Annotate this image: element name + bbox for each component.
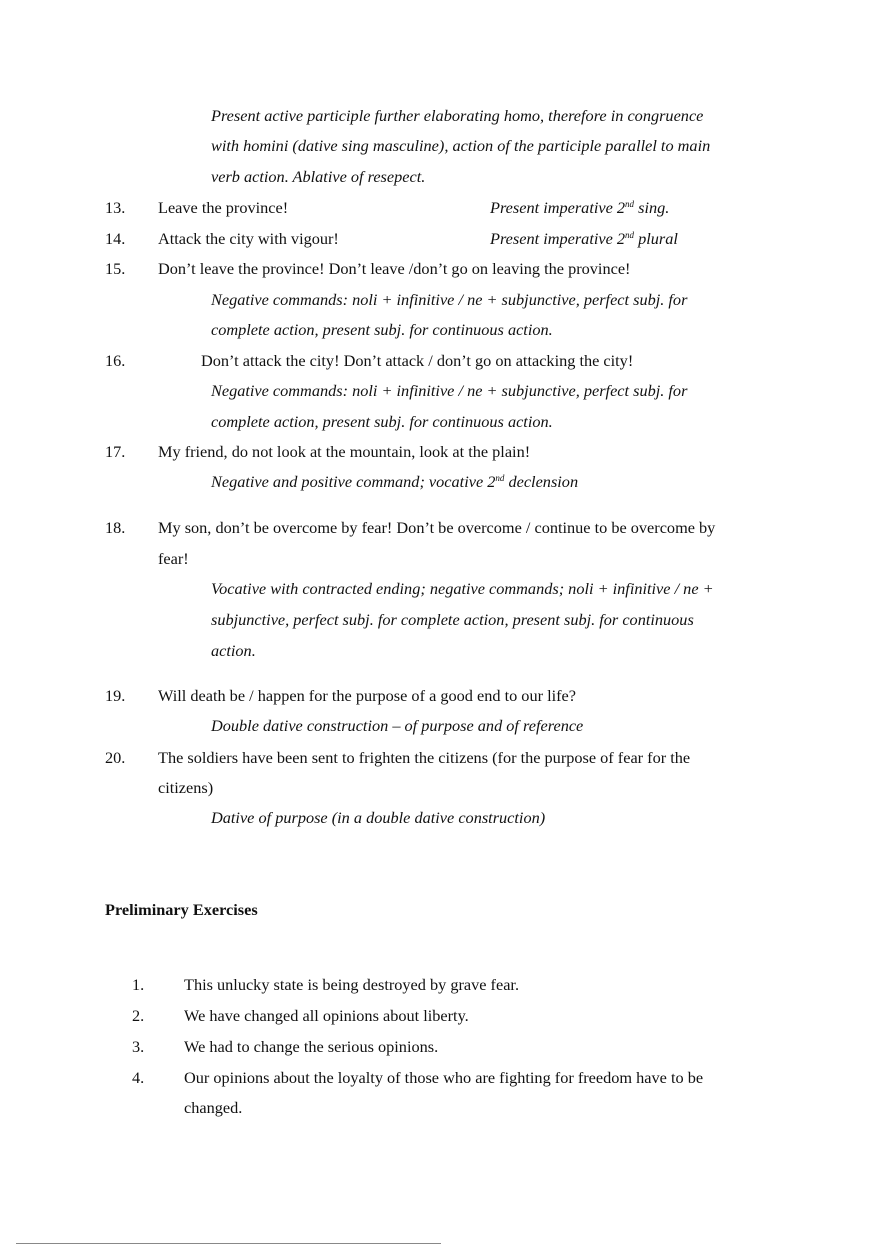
exercise-text: changed. (184, 1098, 243, 1117)
item-number: 17. (105, 442, 126, 461)
item-number: 14. (105, 229, 126, 248)
item-number: 16. (105, 351, 126, 370)
item-text: Don’t attack the city! Don’t attack / don’t go on attacking the city! (201, 351, 634, 370)
note-line: Present active participle further elaborating homo, therefore in congruence (211, 106, 704, 125)
item-note: complete action, present subj. for continuous action. (211, 320, 553, 339)
note-text: Present imperative 2 (490, 229, 626, 248)
item-number: 15. (105, 259, 126, 278)
item-text: Leave the province! (158, 198, 289, 217)
note-text: Present imperative 2 (490, 198, 626, 217)
item-text: citizens) (158, 778, 214, 797)
note-text: declension (504, 472, 579, 491)
item-text: Attack the city with vigour! (158, 229, 339, 248)
item-note (490, 198, 669, 218)
item-note (211, 472, 578, 492)
item-text: fear! (158, 549, 189, 568)
item-note (490, 229, 678, 249)
note-sup: nd (625, 230, 635, 240)
item-note: Dative of purpose (in a double dative construction) (211, 808, 546, 827)
note-text: Negative and positive command; vocative 2 (211, 472, 496, 491)
note-sup: nd (495, 473, 505, 483)
item-text: My friend, do not look at the mountain, look at the plain! (158, 442, 531, 461)
exercise-number: 1. (132, 975, 145, 994)
item-number: 19. (105, 686, 126, 705)
item-note: complete action, present subj. for continuous action. (211, 412, 553, 431)
exercise-number: 2. (132, 1006, 145, 1025)
exercise-number: 3. (132, 1037, 145, 1056)
item-note: Double dative construction – of purpose and of reference (211, 716, 584, 735)
item-text: Don’t leave the province! Don’t leave /don’t go on leaving the province! (158, 259, 631, 278)
item-note: Negative commands: noli + infinitive / ne + subjunctive, perfect subj. for (211, 381, 688, 400)
item-number: 18. (105, 518, 126, 537)
note-text: sing. (634, 198, 670, 217)
footnote-separator (16, 1243, 441, 1244)
item-number: 13. (105, 198, 126, 217)
item-note: Negative commands: noli + infinitive / ne + subjunctive, perfect subj. for (211, 290, 688, 309)
note-text: plural (634, 229, 678, 248)
exercise-text: Our opinions about the loyalty of those who are fighting for freedom have to be (184, 1068, 704, 1087)
exercise-text: We have changed all opinions about liberty. (184, 1006, 469, 1025)
item-note: subjunctive, perfect subj. for complete action, present subj. for continuous (211, 610, 694, 629)
section-heading: Preliminary Exercises (105, 900, 258, 919)
exercise-text: We had to change the serious opinions. (184, 1037, 439, 1056)
item-text: The soldiers have been sent to frighten the citizens (for the purpose of fear for the (158, 748, 691, 767)
item-note: Vocative with contracted ending; negative commands; noli + infinitive / ne + (211, 579, 714, 598)
item-note: action. (211, 641, 256, 660)
exercise-text: This unlucky state is being destroyed by grave fear. (184, 975, 520, 994)
note-line: with homini (dative sing masculine), action of the participle parallel to main (211, 136, 711, 155)
exercise-number: 4. (132, 1068, 145, 1087)
note-sup: nd (625, 199, 635, 209)
item-text: Will death be / happen for the purpose of a good end to our life? (158, 686, 577, 705)
item-text: My son, don’t be overcome by fear! Don’t be overcome / continue to be overcome by (158, 518, 716, 537)
note-line: verb action. Ablative of resepect. (211, 167, 426, 186)
item-number: 20. (105, 748, 126, 767)
